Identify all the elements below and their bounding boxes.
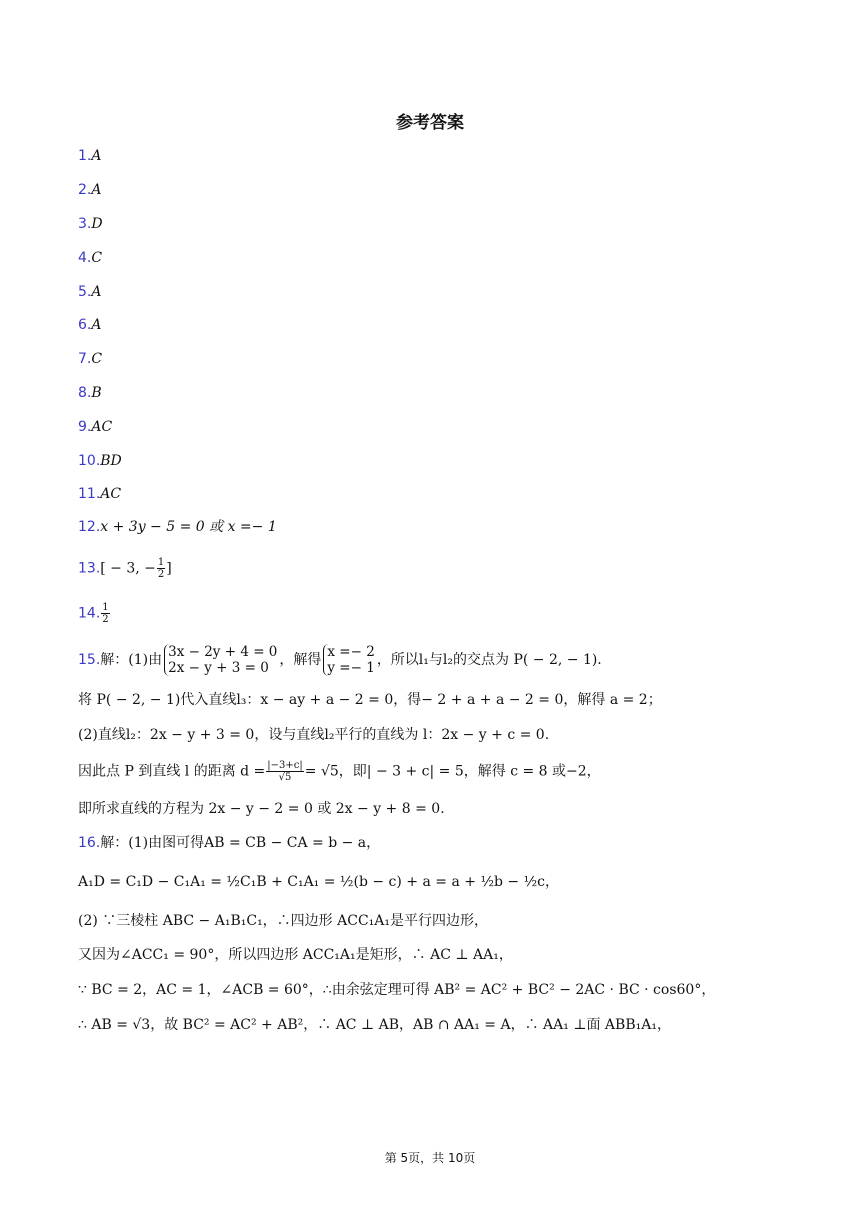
solution-15-line-2: 将 P( − 2, − 1)代入直线l₃：x − ay + a − 2 = 0，得− 2 + a + a − 2 = 0，解得 a = 2； [78, 692, 662, 708]
answer-number: 16. [78, 835, 101, 851]
answer-number: 11. [78, 486, 101, 502]
answer-number: 7. [78, 351, 92, 367]
page-footer: 第 5页，共 10页 [384, 1151, 476, 1165]
answer-text: C [91, 250, 103, 266]
solution-text: = √5，即| − 3 + c| = 5，解得 c = 8 或−2， [304, 763, 601, 780]
answer-number: 14. [78, 605, 101, 622]
answer-11 [78, 484, 121, 504]
answer-8 [78, 383, 102, 403]
solution-15-line-4 [78, 760, 601, 783]
answer-6 [78, 315, 101, 335]
answer-10 [78, 451, 122, 471]
answer-text: x + 3y − 5 = 0 或 x =− 1 [100, 519, 277, 535]
solution-16-line-5: ∵ BC = 2，AC = 1，∠ACB = 60°，∴由余弦定理可得 AB² = AC² + BC² − 2AC · BC · cos60°， [78, 982, 716, 998]
solution-text: 解：(1)由图可得AB = CB − CA = b − a， [100, 835, 381, 851]
answer-text: B [91, 385, 102, 401]
answer-13 [78, 557, 172, 580]
fraction: $\frac{|-3+c|}{√5}$ [267, 760, 303, 783]
answer-text: D [91, 216, 103, 232]
answer-1 [78, 146, 101, 166]
answer-7 [78, 349, 102, 369]
solution-text: ，解得 [279, 652, 322, 668]
answer-number: 5. [78, 284, 92, 300]
solution-16-line-1 [78, 833, 380, 853]
answer-prefix: [ − 3, − [100, 560, 156, 577]
fraction: $\frac{1}{2}$ [157, 557, 165, 580]
answer-text: A [91, 317, 102, 333]
answer-number: 8. [78, 385, 92, 401]
solution-text: 因此点 P 到直线 l 的距离 d = [78, 763, 266, 780]
answer-text: BD [100, 453, 122, 469]
solution-15-line-3: (2)直线l₂：2x − y + 3 = 0，设与直线l₂平行的直线为 l：2x − y + c = 0. [78, 727, 550, 743]
answer-number: 10. [78, 453, 101, 469]
answer-text: AC [91, 419, 113, 435]
answer-text: AC [100, 486, 122, 502]
answer-suffix: ] [166, 560, 172, 577]
solution-text: ，所以l₁与l₂的交点为 P( − 2, − 1). [376, 652, 602, 668]
answer-number: 3. [78, 216, 92, 232]
answer-number: 9. [78, 419, 92, 435]
answer-number: 12. [78, 519, 101, 535]
solution-16-line-6: ∴ AB = √3，故 BC² = AC² + AB²，∴ AC ⊥ AB，AB ∩ AA₁ = A，∴ AA₁ ⊥面 ABB₁A₁， [78, 1017, 671, 1033]
answer-text: C [91, 351, 103, 367]
answer-text: A [91, 182, 102, 198]
answer-number: 2. [78, 182, 92, 198]
solution-15-line-1 [78, 644, 602, 676]
answer-text: A [91, 148, 102, 164]
answer-5 [78, 282, 101, 302]
page-title: 参考答案 [396, 113, 464, 133]
answer-number: 4. [78, 250, 92, 266]
answer-number: 15. [78, 652, 101, 668]
answer-12 [78, 517, 277, 537]
answer-3 [78, 214, 103, 234]
equation-system: 3x − 2y + 4 = 0 2x − y + 3 = 0 [164, 644, 277, 676]
solution-15-line-5: 即所求直线的方程为 2x − y − 2 = 0 或 2x − y + 8 = 0. [78, 801, 445, 817]
answer-14 [78, 602, 111, 625]
answer-number: 6. [78, 317, 92, 333]
answer-number: 13. [78, 560, 101, 577]
solution-16-line-4: 又因为∠ACC₁ = 90°，所以四边形 ACC₁A₁是矩形，∴ AC ⊥ AA₁， [78, 947, 513, 963]
solution-16-line-3: (2) ∵三棱柱 ABC − A₁B₁C₁，∴四边形 ACC₁A₁是平行四边形， [78, 913, 488, 929]
answer-9 [78, 417, 112, 437]
answer-2 [78, 180, 101, 200]
fraction: $\frac{1}{2}$ [102, 602, 109, 625]
answer-text: A [91, 284, 102, 300]
answer-number: 1. [78, 148, 92, 164]
solution-text: 解：(1)由 [100, 652, 163, 668]
answer-4 [78, 248, 102, 268]
equation-system: x =− 2 y =− 1 [323, 644, 374, 676]
solution-16-line-2: A₁D = C₁D − C₁A₁ = ½C₁B + C₁A₁ = ½(b − c) + a = a + ½b − ½c， [78, 874, 560, 890]
